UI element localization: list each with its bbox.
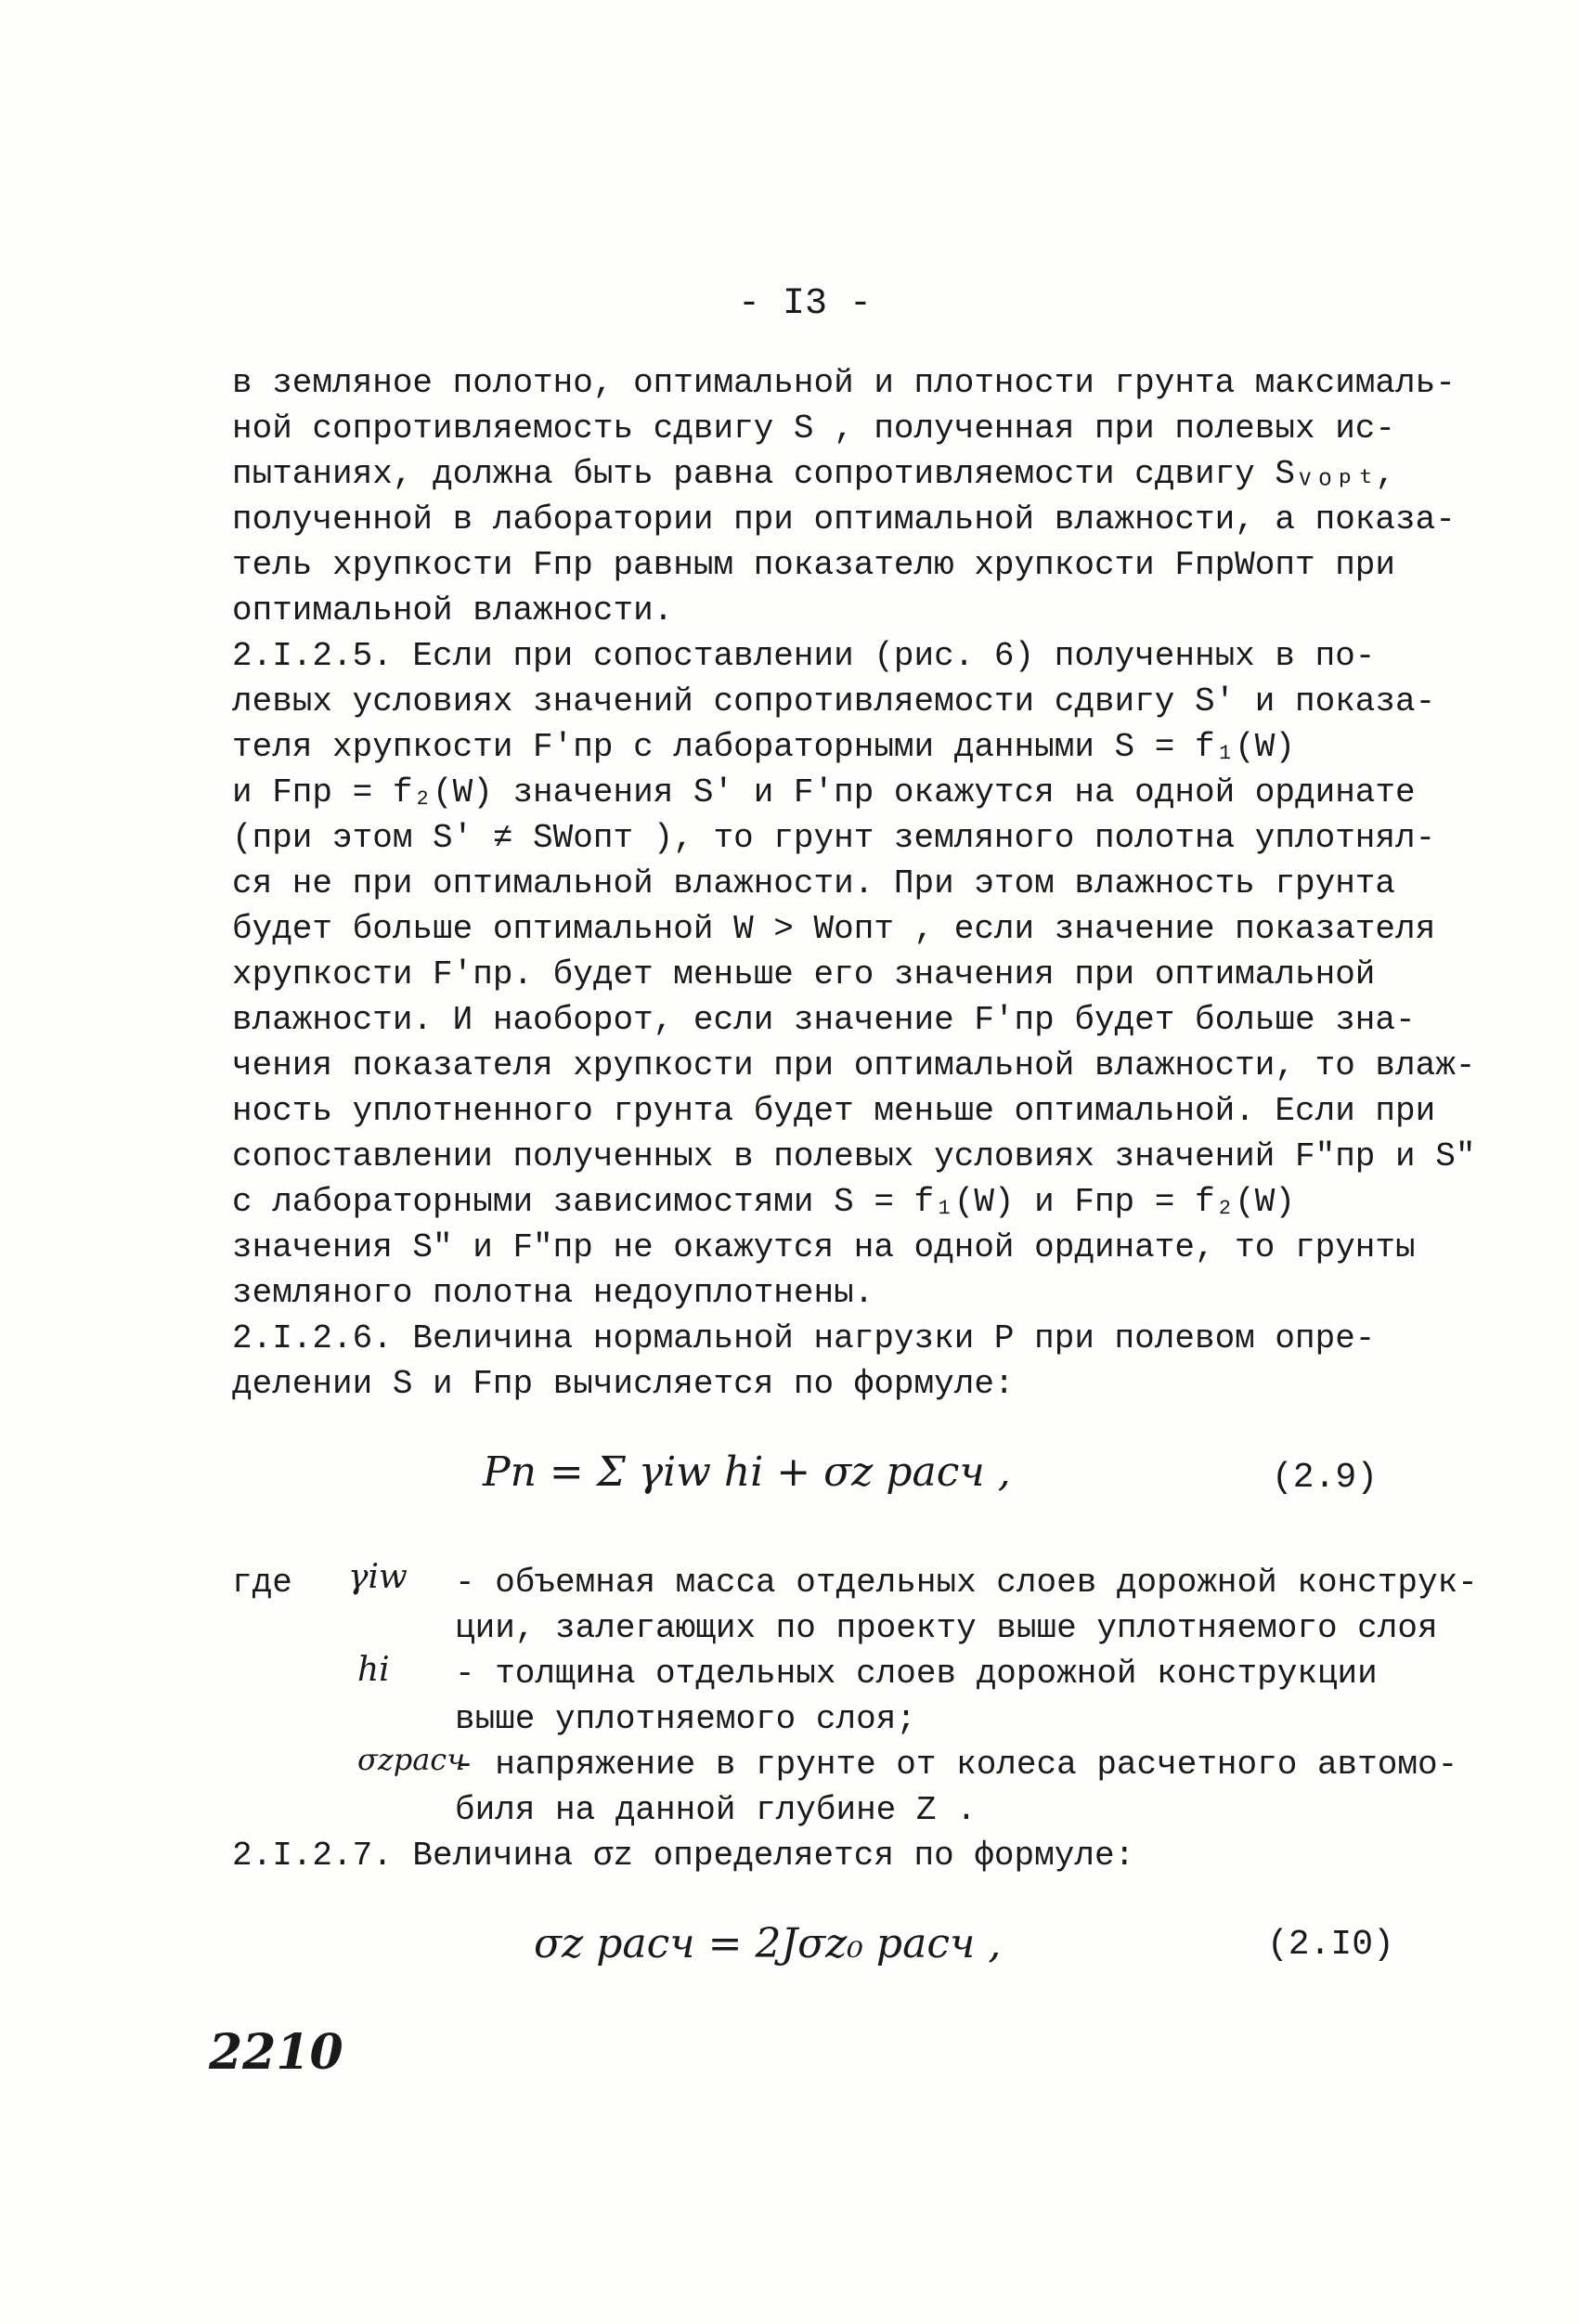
text-line: хрупкости F′пр. будет меньше его значения при оптимальной <box>232 955 1376 993</box>
formula-number: (2.I0) <box>1267 1925 1394 1965</box>
text-line: ной сопротивляемость сдвигу S , полученная при полевых ис- <box>232 409 1396 448</box>
handwritten-signature: 2210 <box>209 2024 343 2081</box>
text-line: оптимальной влажности. <box>232 591 674 630</box>
text-line: (при этом S′ ≠ SWопт ), то грунт земляного полотна уплотнял- <box>232 819 1436 857</box>
text-line: ность уплотненного грунта будет меньше оптимальной. Если при <box>232 1092 1436 1130</box>
formula-2-10: σz расч = 2Jσz₀ расч , <box>534 1920 1002 1967</box>
definition-line: ции, залегающих по проекту выше уплотняемого слоя <box>455 1609 1438 1647</box>
text-line: ся не при оптимальной влажности. При этом влажность грунта <box>232 864 1396 902</box>
text-line: левых условиях значений сопротивляемости сдвигу S′ и показа- <box>232 682 1436 721</box>
symbol-gamma-iw: γiw <box>348 1558 408 1596</box>
definition-line: - толщина отдельных слоев дорожной конструкции <box>455 1655 1378 1693</box>
definition-line: - объемная масса отдельных слоев дорожной конструк- <box>455 1564 1478 1602</box>
definition-line: биля на данной глубине Z . <box>455 1791 977 1829</box>
text-line: значения S″ и F″пр не окажутся на одной ординате, то грунты <box>232 1228 1416 1266</box>
definition-line: выше уплотняемого слоя; <box>455 1700 916 1738</box>
formula-number: (2.9) <box>1272 1458 1379 1498</box>
text-line: теля хрупкости F′пр с лабораторными данными S = f₁(W) <box>232 728 1295 766</box>
text-line: с лабораторными зависимостями S = f₁(W) и Fпр = f₂(W) <box>232 1183 1295 1221</box>
text-line: будет больше оптимальной W > Wопт , если значение показателя <box>232 910 1436 948</box>
text-line: пытаниях, должна быть равна сопротивляемости сдвигу Sᵥₒₚₜ, <box>232 455 1396 493</box>
symbol-sigma-z-rasch: σzрасч <box>357 1742 466 1777</box>
where-label: где <box>232 1564 292 1602</box>
text-line: делении S и Fпр вычисляется по формуле: <box>232 1365 1015 1403</box>
text-line: земляного полотна недоуплотнены. <box>232 1274 874 1312</box>
symbol-hi: hi <box>357 1651 390 1689</box>
text-line: тель хрупкости Fпр равным показателю хрупкости FпрWопт при <box>232 546 1396 584</box>
text-line: в земляное полотно, оптимальной и плотности грунта максималь- <box>232 364 1456 402</box>
text-line: полученной в лаборатории при оптимальной влажности, а показа- <box>232 500 1456 539</box>
page-number: - I3 - <box>738 283 873 325</box>
text-line: чения показателя хрупкости при оптимальной влажности, то влаж- <box>232 1046 1476 1084</box>
text-line: сопоставлении полученных в полевых условиях значений F″пр и S″ <box>232 1137 1476 1175</box>
text-line: и Fпр = f₂(W) значения S′ и F′пр окажутся на одной ординате <box>232 773 1416 811</box>
text-line: влажности. И наоборот, если значение F′пр будет больше зна- <box>232 1001 1416 1039</box>
text-line: 2.I.2.7. Величина σz определяется по формуле: <box>232 1837 1135 1875</box>
formula-2-9: Pп = Σ γiw hi + σz расч , <box>483 1448 1011 1496</box>
text-line: 2.I.2.6. Величина нормальной нагрузки Р при полевом опре- <box>232 1319 1376 1357</box>
definition-line: - напряжение в грунте от колеса расчетного автомо- <box>455 1746 1458 1784</box>
text-line: 2.I.2.5. Если при сопоставлении (рис. 6) полученных в по- <box>232 637 1376 675</box>
